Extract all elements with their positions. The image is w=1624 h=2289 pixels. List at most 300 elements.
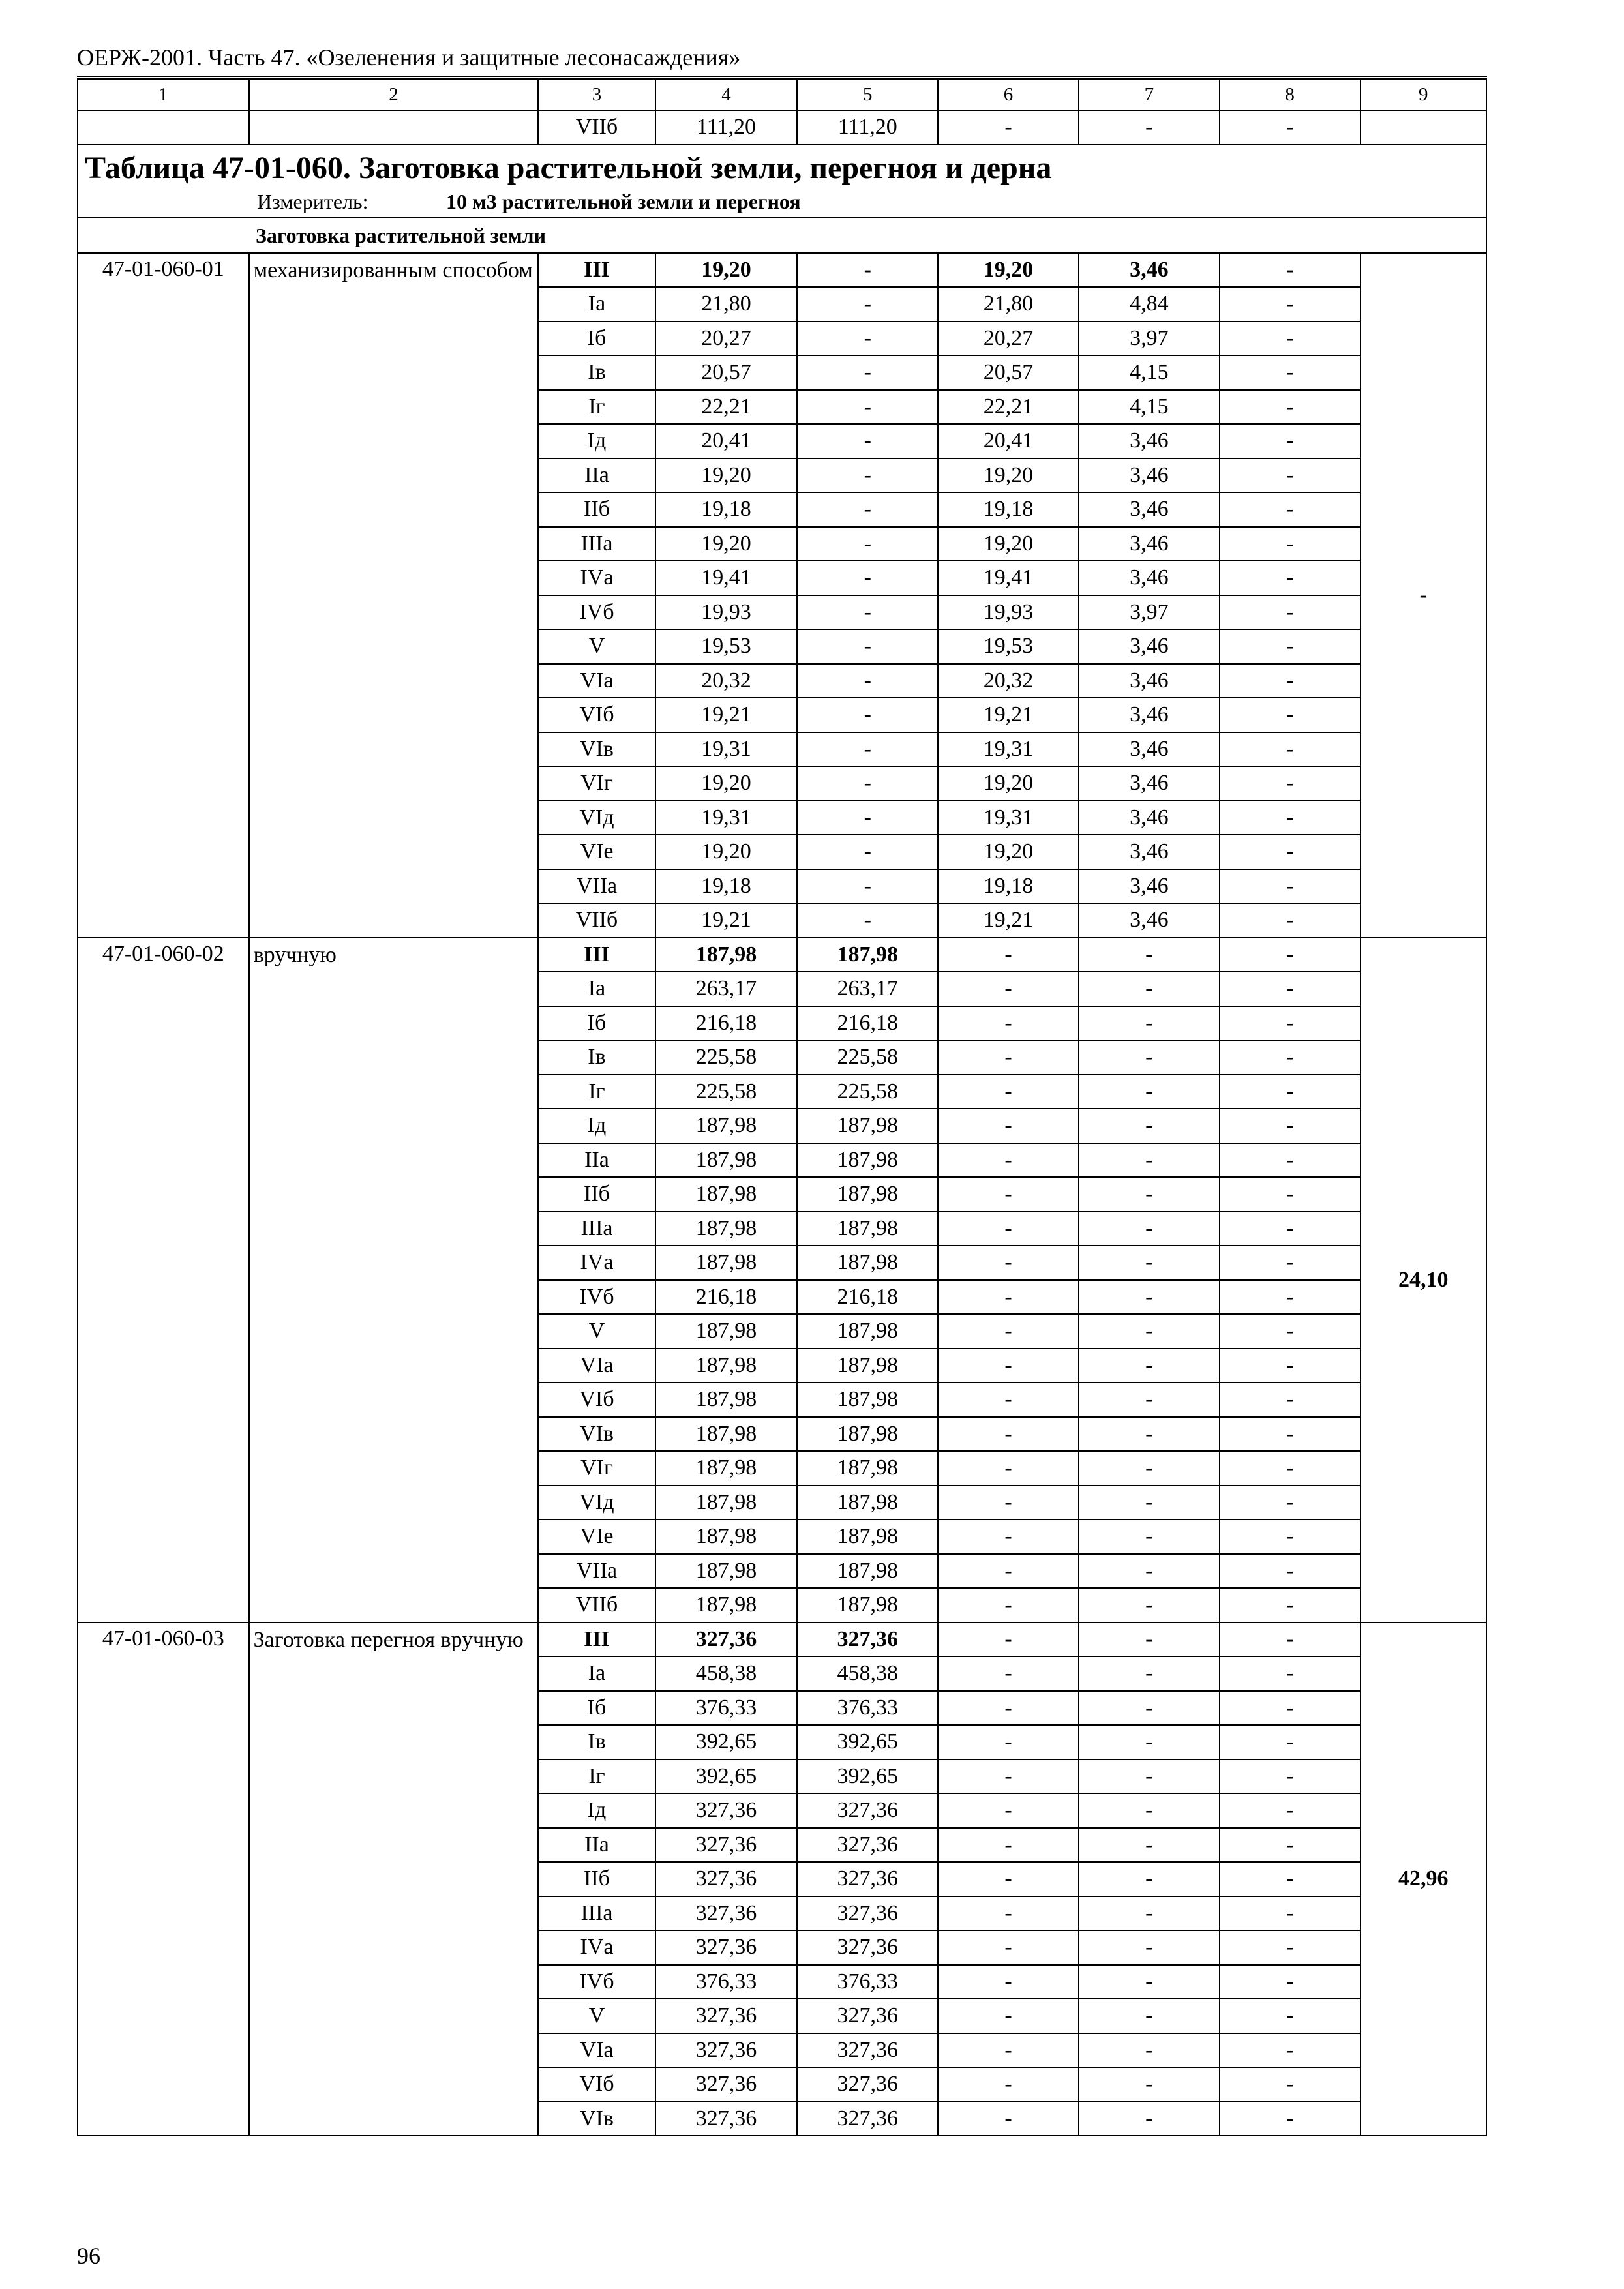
table-cell bbox=[1361, 110, 1487, 145]
value-cell: - bbox=[1079, 2033, 1220, 2068]
value-cell: - bbox=[938, 2102, 1079, 2136]
value-cell: - bbox=[1220, 903, 1361, 938]
value-cell: 187,98 bbox=[797, 1177, 938, 1212]
zone-cell: Iд bbox=[538, 1793, 655, 1828]
value-cell: - bbox=[797, 595, 938, 630]
value-cell: - bbox=[1220, 1930, 1361, 1965]
value-cell: - bbox=[1220, 664, 1361, 698]
value-cell: - bbox=[1079, 1519, 1220, 1554]
value-cell: 20,41 bbox=[655, 424, 798, 458]
value-cell: 187,98 bbox=[655, 1349, 798, 1383]
value-cell: - bbox=[938, 1691, 1079, 1726]
value-cell: - bbox=[1220, 1999, 1361, 2033]
value-cell: 187,98 bbox=[655, 1486, 798, 1520]
value-cell: 187,98 bbox=[797, 1109, 938, 1143]
zone-cell: IVа bbox=[538, 561, 655, 595]
value-cell: - bbox=[1220, 595, 1361, 630]
value-cell: - bbox=[1220, 1725, 1361, 1759]
column-number: 5 bbox=[797, 79, 938, 110]
zone-cell: IVа bbox=[538, 1246, 655, 1280]
value-cell: 327,36 bbox=[797, 1623, 938, 1657]
value-cell: - bbox=[1079, 1040, 1220, 1075]
value-cell: - bbox=[797, 732, 938, 767]
zone-cell: IVб bbox=[538, 1280, 655, 1315]
value-cell: 3,46 bbox=[1079, 629, 1220, 664]
value-cell: - bbox=[1220, 1862, 1361, 1896]
value-cell: - bbox=[1220, 1519, 1361, 1554]
value-cell: 19,21 bbox=[938, 698, 1079, 732]
value-cell: - bbox=[1220, 1075, 1361, 1109]
value-cell: 376,33 bbox=[655, 1691, 798, 1726]
zone-cell: Iб bbox=[538, 322, 655, 356]
value-cell: - bbox=[1220, 1246, 1361, 1280]
value-cell: - bbox=[797, 492, 938, 527]
value-cell: - bbox=[1079, 1588, 1220, 1623]
value-cell: - bbox=[938, 2033, 1079, 2068]
zone-cell: VIг bbox=[538, 766, 655, 801]
value-cell: - bbox=[1079, 938, 1220, 972]
value-cell: 187,98 bbox=[655, 1314, 798, 1349]
zone-cell: Iг bbox=[538, 1759, 655, 1794]
col9-value: - bbox=[1361, 253, 1487, 938]
zone-cell: Iв bbox=[538, 1040, 655, 1075]
value-cell: 22,21 bbox=[938, 390, 1079, 425]
value-cell: 19,18 bbox=[938, 869, 1079, 904]
zone-cell: III bbox=[538, 938, 655, 972]
value-cell: - bbox=[1220, 1486, 1361, 1520]
value-cell: - bbox=[797, 355, 938, 390]
table-row bbox=[78, 1623, 1486, 1657]
zone-cell: VIIб bbox=[538, 903, 655, 938]
value-cell: 3,46 bbox=[1079, 561, 1220, 595]
value-cell: 327,36 bbox=[655, 2033, 798, 2068]
zone-cell: V bbox=[538, 1999, 655, 2033]
value-cell: - bbox=[938, 1486, 1079, 1520]
value-cell: - bbox=[1079, 2102, 1220, 2136]
value-cell: - bbox=[1220, 390, 1361, 425]
zone-cell: VIIа bbox=[538, 1554, 655, 1589]
table-cell: - bbox=[1220, 110, 1361, 145]
value-cell: - bbox=[1220, 869, 1361, 904]
section-row bbox=[78, 218, 1486, 253]
value-cell: 187,98 bbox=[797, 1451, 938, 1486]
value-cell: - bbox=[1079, 1451, 1220, 1486]
zone-cell: VIб bbox=[538, 698, 655, 732]
value-cell: - bbox=[797, 698, 938, 732]
meter-value: 10 м3 растительной земли и перегноя bbox=[446, 189, 801, 213]
table-title: Таблица 47-01-060. Заготовка растительной земли, перегноя и дерна bbox=[85, 150, 1052, 185]
value-cell: - bbox=[1220, 766, 1361, 801]
value-cell: - bbox=[938, 1930, 1079, 1965]
value-cell: - bbox=[1220, 458, 1361, 493]
value-cell: 20,57 bbox=[655, 355, 798, 390]
value-cell: - bbox=[1220, 1588, 1361, 1623]
value-cell: - bbox=[797, 424, 938, 458]
column-number-row bbox=[78, 79, 1486, 110]
zone-cell: Iд bbox=[538, 424, 655, 458]
value-cell: - bbox=[1220, 835, 1361, 869]
value-cell: - bbox=[938, 938, 1079, 972]
table-cell bbox=[249, 110, 539, 145]
value-cell: 19,21 bbox=[655, 698, 798, 732]
value-cell: - bbox=[1079, 1212, 1220, 1246]
value-cell: 187,98 bbox=[655, 1554, 798, 1589]
value-cell: 327,36 bbox=[655, 1623, 798, 1657]
value-cell: 392,65 bbox=[655, 1759, 798, 1794]
value-cell: 187,98 bbox=[655, 1588, 798, 1623]
zone-cell: VIг bbox=[538, 1451, 655, 1486]
value-cell: 327,36 bbox=[655, 1999, 798, 2033]
value-cell: 19,18 bbox=[655, 492, 798, 527]
value-cell: - bbox=[1079, 1075, 1220, 1109]
value-cell: - bbox=[938, 1109, 1079, 1143]
value-cell: 20,27 bbox=[655, 322, 798, 356]
table-cell: 111,20 bbox=[797, 110, 938, 145]
value-cell: - bbox=[1079, 1930, 1220, 1965]
value-cell: 187,98 bbox=[655, 1519, 798, 1554]
table-row bbox=[78, 938, 1486, 972]
value-cell: - bbox=[1220, 1554, 1361, 1589]
section-title: Заготовка растительной земли bbox=[78, 218, 1486, 253]
value-cell: - bbox=[797, 664, 938, 698]
value-cell: - bbox=[1220, 972, 1361, 1006]
value-cell: - bbox=[938, 1177, 1079, 1212]
value-cell: 225,58 bbox=[797, 1075, 938, 1109]
value-cell: - bbox=[1220, 253, 1361, 288]
value-cell: - bbox=[1220, 801, 1361, 835]
column-number: 1 bbox=[78, 79, 249, 110]
zone-cell: IIIа bbox=[538, 1212, 655, 1246]
value-cell: - bbox=[1220, 1417, 1361, 1452]
zone-cell: IIIа bbox=[538, 527, 655, 561]
zone-cell: Iв bbox=[538, 355, 655, 390]
column-number: 7 bbox=[1079, 79, 1220, 110]
norms-table bbox=[77, 78, 1487, 2136]
value-cell: 327,36 bbox=[797, 1828, 938, 1863]
value-cell: 3,46 bbox=[1079, 664, 1220, 698]
value-cell: 3,46 bbox=[1079, 698, 1220, 732]
value-cell: - bbox=[1079, 1109, 1220, 1143]
value-cell: 19,20 bbox=[938, 835, 1079, 869]
value-cell: - bbox=[797, 527, 938, 561]
zone-cell: IIа bbox=[538, 458, 655, 493]
carry-over-row bbox=[78, 110, 1486, 145]
value-cell: 22,21 bbox=[655, 390, 798, 425]
value-cell: 19,41 bbox=[655, 561, 798, 595]
value-cell: - bbox=[1220, 629, 1361, 664]
zone-cell: VIа bbox=[538, 2033, 655, 2068]
table-cell: VIIб bbox=[538, 110, 655, 145]
value-cell: - bbox=[938, 1006, 1079, 1041]
value-cell: - bbox=[1220, 1212, 1361, 1246]
value-cell: - bbox=[797, 903, 938, 938]
value-cell: 3,46 bbox=[1079, 253, 1220, 288]
value-cell: 3,46 bbox=[1079, 801, 1220, 835]
value-cell: 187,98 bbox=[655, 1417, 798, 1452]
table-title-cell bbox=[78, 145, 1486, 218]
value-cell: - bbox=[1220, 1109, 1361, 1143]
value-cell: - bbox=[938, 1999, 1079, 2033]
value-cell: 327,36 bbox=[797, 2102, 938, 2136]
value-cell: 187,98 bbox=[655, 1383, 798, 1417]
value-cell: - bbox=[1220, 287, 1361, 322]
zone-cell: IIIа bbox=[538, 1896, 655, 1931]
column-number: 6 bbox=[938, 79, 1079, 110]
value-cell: 3,97 bbox=[1079, 322, 1220, 356]
value-cell: - bbox=[797, 390, 938, 425]
value-cell: - bbox=[938, 1246, 1079, 1280]
value-cell: 327,36 bbox=[655, 2102, 798, 2136]
value-cell: 20,27 bbox=[938, 322, 1079, 356]
table-row bbox=[78, 253, 1486, 288]
value-cell: 19,31 bbox=[938, 732, 1079, 767]
zone-cell: VIIб bbox=[538, 1588, 655, 1623]
value-cell: 392,65 bbox=[655, 1725, 798, 1759]
value-cell: 187,98 bbox=[797, 1588, 938, 1623]
value-cell: - bbox=[1220, 938, 1361, 972]
value-cell: - bbox=[938, 1862, 1079, 1896]
item-code: 47-01-060-03 bbox=[78, 1623, 249, 2136]
value-cell: 187,98 bbox=[797, 1519, 938, 1554]
value-cell: 20,32 bbox=[655, 664, 798, 698]
zone-cell: VIд bbox=[538, 1486, 655, 1520]
value-cell: 225,58 bbox=[797, 1040, 938, 1075]
value-cell: - bbox=[938, 972, 1079, 1006]
value-cell: - bbox=[938, 1349, 1079, 1383]
zone-cell: VIб bbox=[538, 1383, 655, 1417]
item-code: 47-01-060-01 bbox=[78, 253, 249, 938]
value-cell: - bbox=[938, 1623, 1079, 1657]
value-cell: - bbox=[1220, 527, 1361, 561]
value-cell: 187,98 bbox=[655, 938, 798, 972]
value-cell: - bbox=[1079, 1486, 1220, 1520]
value-cell: 187,98 bbox=[797, 938, 938, 972]
zone-cell: IVб bbox=[538, 1965, 655, 1999]
value-cell: 19,20 bbox=[655, 766, 798, 801]
value-cell: - bbox=[1079, 1656, 1220, 1691]
zone-cell: Iа bbox=[538, 972, 655, 1006]
value-cell: 327,36 bbox=[655, 1828, 798, 1863]
value-cell: - bbox=[1079, 1417, 1220, 1452]
value-cell: 4,15 bbox=[1079, 390, 1220, 425]
zone-cell: VIд bbox=[538, 801, 655, 835]
value-cell: 187,98 bbox=[655, 1109, 798, 1143]
value-cell: 187,98 bbox=[655, 1143, 798, 1178]
value-cell: 3,97 bbox=[1079, 595, 1220, 630]
value-cell: - bbox=[1079, 1314, 1220, 1349]
value-cell: 19,53 bbox=[938, 629, 1079, 664]
value-cell: 327,36 bbox=[797, 1793, 938, 1828]
value-cell: - bbox=[938, 1759, 1079, 1794]
value-cell: - bbox=[938, 1143, 1079, 1178]
value-cell: 19,20 bbox=[938, 766, 1079, 801]
zone-cell: Iа bbox=[538, 287, 655, 322]
value-cell: - bbox=[1220, 2102, 1361, 2136]
value-cell: 392,65 bbox=[797, 1725, 938, 1759]
value-cell: - bbox=[797, 561, 938, 595]
value-cell: 216,18 bbox=[655, 1006, 798, 1041]
value-cell: - bbox=[797, 869, 938, 904]
table-cell: - bbox=[1079, 110, 1220, 145]
table-cell bbox=[78, 110, 249, 145]
zone-cell: VIа bbox=[538, 664, 655, 698]
value-cell: - bbox=[1079, 1862, 1220, 1896]
value-cell: 327,36 bbox=[655, 1862, 798, 1896]
value-cell: - bbox=[1220, 1896, 1361, 1931]
value-cell: 19,18 bbox=[938, 492, 1079, 527]
value-cell: - bbox=[1079, 1623, 1220, 1657]
value-cell: 376,33 bbox=[797, 1965, 938, 1999]
value-cell: - bbox=[1079, 1828, 1220, 1863]
value-cell: 3,46 bbox=[1079, 835, 1220, 869]
value-cell: - bbox=[1079, 1349, 1220, 1383]
value-cell: - bbox=[938, 1280, 1079, 1315]
value-cell: 187,98 bbox=[797, 1554, 938, 1589]
value-cell: 19,20 bbox=[655, 835, 798, 869]
value-cell: 19,93 bbox=[938, 595, 1079, 630]
value-cell: - bbox=[1220, 1349, 1361, 1383]
value-cell: - bbox=[797, 458, 938, 493]
value-cell: - bbox=[1220, 1451, 1361, 1486]
value-cell: 19,41 bbox=[938, 561, 1079, 595]
value-cell: - bbox=[1220, 1965, 1361, 1999]
header-rule bbox=[77, 76, 1487, 77]
zone-cell: VIа bbox=[538, 1349, 655, 1383]
zone-cell: Iг bbox=[538, 1075, 655, 1109]
value-cell: - bbox=[1220, 561, 1361, 595]
value-cell: - bbox=[1079, 1246, 1220, 1280]
value-cell: 458,38 bbox=[655, 1656, 798, 1691]
value-cell: - bbox=[1079, 1999, 1220, 2033]
value-cell: 21,80 bbox=[938, 287, 1079, 322]
table-title-row bbox=[78, 145, 1486, 218]
value-cell: - bbox=[938, 1212, 1079, 1246]
zone-cell: Iб bbox=[538, 1691, 655, 1726]
value-cell: - bbox=[938, 1896, 1079, 1931]
value-cell: - bbox=[1220, 1006, 1361, 1041]
value-cell: 3,46 bbox=[1079, 732, 1220, 767]
value-cell: - bbox=[1220, 1828, 1361, 1863]
value-cell: - bbox=[797, 801, 938, 835]
zone-cell: IIа bbox=[538, 1143, 655, 1178]
value-cell: 187,98 bbox=[797, 1212, 938, 1246]
value-cell: - bbox=[797, 253, 938, 288]
value-cell: - bbox=[1220, 732, 1361, 767]
value-cell: - bbox=[938, 1075, 1079, 1109]
zone-cell: IVа bbox=[538, 1930, 655, 1965]
value-cell: - bbox=[1079, 1280, 1220, 1315]
meter-row bbox=[85, 187, 1479, 216]
page-header bbox=[77, 43, 1487, 77]
zone-cell: V bbox=[538, 1314, 655, 1349]
value-cell: - bbox=[1079, 1006, 1220, 1041]
value-cell: 187,98 bbox=[655, 1451, 798, 1486]
value-cell: - bbox=[797, 835, 938, 869]
value-cell: 3,46 bbox=[1079, 424, 1220, 458]
value-cell: 19,31 bbox=[938, 801, 1079, 835]
value-cell: 3,46 bbox=[1079, 458, 1220, 493]
value-cell: 3,46 bbox=[1079, 766, 1220, 801]
value-cell: 4,84 bbox=[1079, 287, 1220, 322]
zone-cell: VIв bbox=[538, 732, 655, 767]
value-cell: - bbox=[1220, 1040, 1361, 1075]
table-body bbox=[78, 79, 1486, 2136]
value-cell: - bbox=[938, 1383, 1079, 1417]
value-cell: - bbox=[1220, 698, 1361, 732]
value-cell: - bbox=[938, 1519, 1079, 1554]
value-cell: 187,98 bbox=[797, 1314, 938, 1349]
value-cell: 327,36 bbox=[797, 2033, 938, 2068]
zone-cell: IIа bbox=[538, 1828, 655, 1863]
value-cell: 327,36 bbox=[655, 2067, 798, 2102]
value-cell: - bbox=[938, 1725, 1079, 1759]
document-title: ОЕРЖ-2001. Часть 47. «Озеленения и защитные лесонасаждения» bbox=[77, 44, 741, 70]
column-number: 2 bbox=[249, 79, 539, 110]
value-cell: 327,36 bbox=[797, 2067, 938, 2102]
value-cell: - bbox=[1220, 1691, 1361, 1726]
zone-cell: VIв bbox=[538, 2102, 655, 2136]
item-name: механизированным способом bbox=[249, 253, 539, 938]
value-cell: 20,41 bbox=[938, 424, 1079, 458]
norms-table-container bbox=[77, 78, 1487, 2136]
value-cell: 19,31 bbox=[655, 732, 798, 767]
value-cell: - bbox=[797, 287, 938, 322]
value-cell: 3,46 bbox=[1079, 869, 1220, 904]
value-cell: - bbox=[1079, 1177, 1220, 1212]
value-cell: - bbox=[797, 629, 938, 664]
value-cell: 216,18 bbox=[797, 1280, 938, 1315]
value-cell: 187,98 bbox=[797, 1486, 938, 1520]
value-cell: 20,32 bbox=[938, 664, 1079, 698]
value-cell: - bbox=[938, 1793, 1079, 1828]
value-cell: - bbox=[1220, 424, 1361, 458]
value-cell: 20,57 bbox=[938, 355, 1079, 390]
value-cell: 187,98 bbox=[655, 1212, 798, 1246]
value-cell: 19,20 bbox=[655, 527, 798, 561]
zone-cell: IIб bbox=[538, 492, 655, 527]
value-cell: 216,18 bbox=[655, 1280, 798, 1315]
zone-cell: IVб bbox=[538, 595, 655, 630]
value-cell: 3,46 bbox=[1079, 492, 1220, 527]
value-cell: 327,36 bbox=[797, 1930, 938, 1965]
value-cell: 187,98 bbox=[655, 1246, 798, 1280]
value-cell: 187,98 bbox=[797, 1349, 938, 1383]
value-cell: - bbox=[1079, 1383, 1220, 1417]
value-cell: 327,36 bbox=[797, 1999, 938, 2033]
col9-value: 42,96 bbox=[1361, 1623, 1487, 2136]
value-cell: - bbox=[1079, 1554, 1220, 1589]
value-cell: - bbox=[1079, 1143, 1220, 1178]
value-cell: - bbox=[938, 1314, 1079, 1349]
value-cell: - bbox=[938, 1656, 1079, 1691]
value-cell: - bbox=[938, 1828, 1079, 1863]
value-cell: 327,36 bbox=[797, 1896, 938, 1931]
value-cell: - bbox=[1220, 1383, 1361, 1417]
column-number: 9 bbox=[1361, 79, 1487, 110]
value-cell: 216,18 bbox=[797, 1006, 938, 1041]
value-cell: 19,21 bbox=[655, 903, 798, 938]
value-cell: 392,65 bbox=[797, 1759, 938, 1794]
meter-label: Измеритель: bbox=[257, 189, 368, 213]
value-cell: 4,15 bbox=[1079, 355, 1220, 390]
value-cell: 225,58 bbox=[655, 1075, 798, 1109]
value-cell: 3,46 bbox=[1079, 527, 1220, 561]
value-cell: - bbox=[1079, 1896, 1220, 1931]
item-name: вручную bbox=[249, 938, 539, 1623]
value-cell: 19,93 bbox=[655, 595, 798, 630]
value-cell: - bbox=[1220, 322, 1361, 356]
zone-cell: Iг bbox=[538, 390, 655, 425]
